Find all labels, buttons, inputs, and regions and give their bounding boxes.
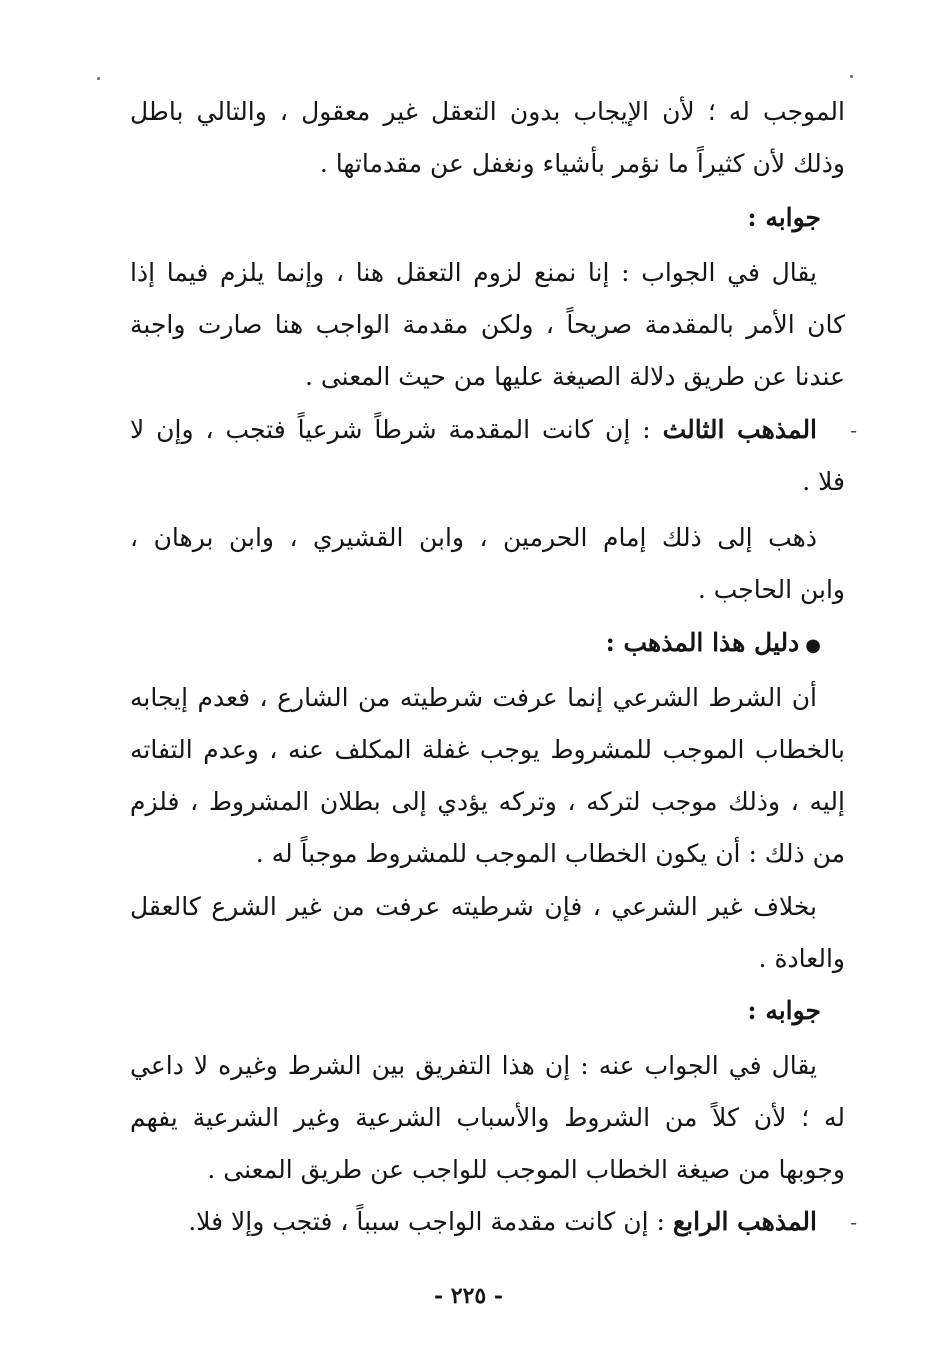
text-line: وذلك لأن كثيراً ما نؤمر بأشياء ونغفل عن مقدماتها .	[319, 149, 845, 178]
section-heading-answer: جوابه :	[747, 996, 821, 1025]
section-heading-evidence-text: دليل هذا المذهب :	[605, 628, 800, 657]
text-line: يقال في الجواب : إنا نمنع لزوم التعقل هنا ، وإنما يلزم فيما إذا	[130, 258, 817, 287]
bullet-icon: ●	[805, 635, 821, 656]
text-line: أن الشرط الشرعي إنما عرفت شرطيته من الشارع ، فعدم إيجابه	[130, 683, 818, 712]
text-line: وابن الحاجب .	[697, 575, 845, 604]
text-line: من ذلك : أن يكون الخطاب الموجب للمشروط موجباً له .	[255, 839, 845, 868]
doctrine-three-line	[130, 404, 845, 456]
scan-speck	[97, 77, 100, 80]
text-line: ذهب إلى ذلك إمام الحرمين ، وابن القشيري ، وابن برهان ،	[130, 523, 817, 552]
doctrine-three-text: : إن كانت المقدمة شرطاً شرعياً فتجب ، وإن لا	[130, 415, 663, 444]
section-heading-answer: جوابه :	[747, 203, 821, 232]
text-line: والعادة .	[758, 944, 845, 973]
list-dash: -	[850, 418, 857, 442]
section-heading-evidence	[130, 617, 845, 669]
text-line: عندنا عن طريق دلالة الصيغة عليها من حيث المعنى .	[304, 362, 845, 391]
text-line: بخلاف غير الشرعي ، فإن شرطيته عرفت من غير الشرع كالعقل	[130, 892, 817, 921]
text-line: له ؛ لأن كلاً من الشروط والأسباب الشرعية وغير الشرعية يفهم	[130, 1103, 845, 1132]
doctrine-four-text: : إن كانت مقدمة الواجب سبباً ، فتجب وإلا فلا.	[188, 1207, 673, 1236]
doctrine-four-line	[130, 1196, 845, 1248]
doctrine-four-label: المذهب الرابع	[672, 1207, 817, 1236]
text-line: كان الأمر بالمقدمة صريحاً ، ولكن مقدمة الواجب هنا صارت واجبة	[130, 310, 845, 339]
text-line: بالخطاب الموجب للمشروط يوجب غفلة المكلف عنه ، وعدم التفاته	[130, 735, 845, 764]
text-line: وجوبها من صيغة الخطاب الموجب للواجب عن طريق المعنى .	[207, 1155, 845, 1184]
page-number: - ٢٢٥ -	[433, 1283, 504, 1309]
list-dash: -	[850, 1210, 857, 1234]
text-line: إليه ، وذلك موجب لتركه ، وتركه يؤدي إلى بطلان المشروط ، فلزم	[130, 787, 845, 816]
text-line: فلا .	[802, 467, 845, 496]
doctrine-three-label: المذهب الثالث	[662, 415, 818, 444]
scan-speck	[850, 75, 853, 78]
text-line: الموجب له ؛ لأن الإيجاب بدون التعقل غير معقول ، والتالي باطل	[130, 97, 845, 126]
text-line: يقال في الجواب عنه : إن هذا التفريق بين الشرط وغيره لا داعي	[130, 1051, 817, 1080]
